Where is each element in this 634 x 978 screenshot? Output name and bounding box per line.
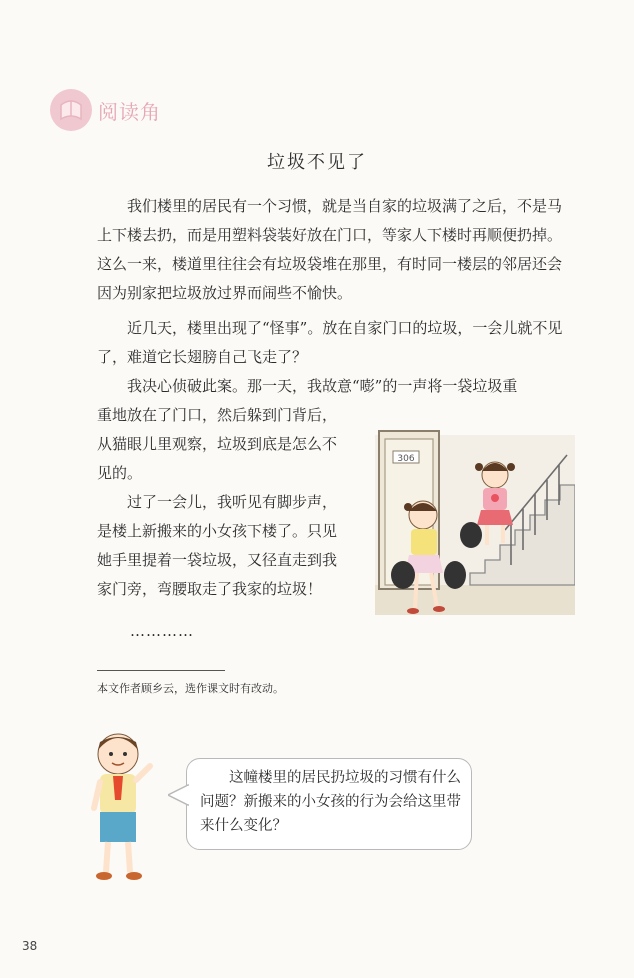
- footnote: 本文作者顾乡云，选作课文时有改动。: [97, 682, 284, 695]
- paragraph-1: 我们楼里的居民有一个习惯，就是当自家的垃圾满了之后，不是马上下楼去扔，而是用塑料袋装好放在门口，等家人下楼时再顺便扔掉。这么一来，楼道里往往会有垃圾袋堆在那里，有时同一楼层的邻居还会因为别家把垃圾放过界而闹些不愉快。: [97, 197, 563, 302]
- paragraph-3-line-1: 我决心侦破此案。那一天，我故意“嘭”的一声将一袋垃圾重: [127, 377, 518, 395]
- stairwell-illustration: [375, 425, 575, 629]
- section-header: [50, 88, 161, 132]
- speech-bubble-tail: [168, 783, 190, 807]
- footnote-divider: [97, 670, 225, 671]
- paragraph-2: 近几天，楼里出现了“怪事”。放在自家门口的垃圾，一会儿就不见了，难道它长翅膀自己飞走了？: [97, 319, 563, 366]
- door-number: 306: [397, 454, 415, 464]
- page-number: 38: [22, 939, 38, 953]
- paragraph-3-rest: 重地放在了门口，然后躲到门背后，从猫眼儿里观察，垃圾到底是怎么不见的。: [97, 406, 338, 482]
- discussion-question: 这幢楼里的居民扔垃圾的习惯有什么问题？新搬来的小女孩的行为会给这里带来什么变化？: [200, 770, 461, 834]
- ellipsis: …………: [130, 622, 194, 640]
- section-label: 阅读角: [98, 99, 161, 124]
- boy-illustration: [84, 726, 156, 890]
- paragraph-4: 过了一会儿，我听见有脚步声，是楼上新搬来的小女孩下楼了。只见她手里提着一袋垃圾，又径直走到我家门旁，弯腰取走了我家的垃圾！: [97, 493, 338, 598]
- book-badge-icon: [50, 89, 92, 131]
- article-title: 垃圾不见了: [267, 152, 367, 173]
